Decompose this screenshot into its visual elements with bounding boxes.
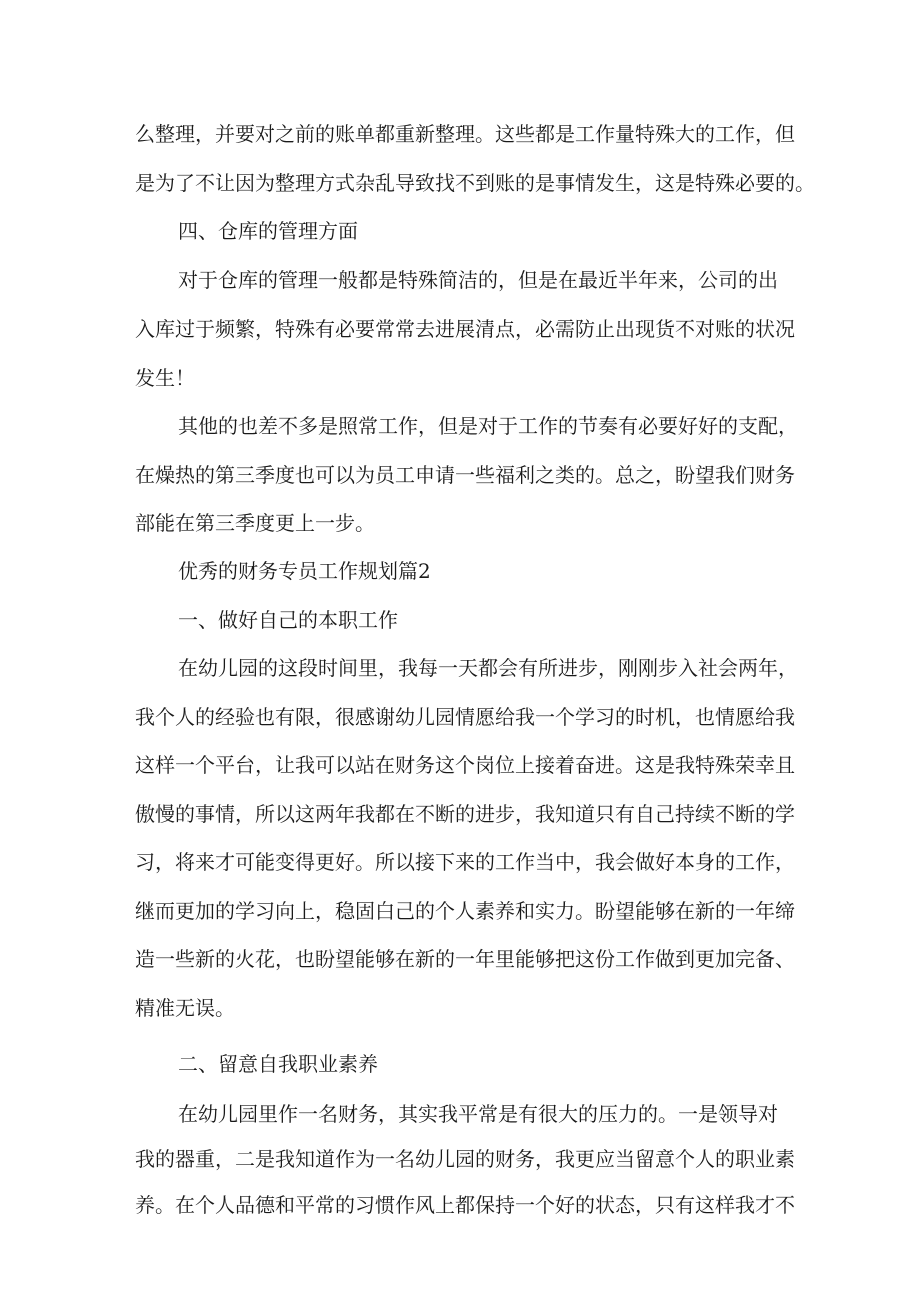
paragraph-line: 其他的也差不多是照常工作，但是对于工作的节奏有必要好好的支配， <box>178 414 798 438</box>
paragraph-line: 在幼儿园的这段时间里，我每一天都会有所进步，刚刚步入社会两年， <box>178 656 798 680</box>
section-heading: 四、仓库的管理方面 <box>178 219 358 243</box>
article-title: 优秀的财务专员工作规划篇2 <box>178 559 431 583</box>
paragraph-line: 是为了不让因为整理方式杂乱导致找不到账的是事情发生，这是特殊必要的。 <box>135 171 815 195</box>
paragraph-line: 造一些新的火花，也盼望能够在新的一年里能够把这份工作做到更加完备、 <box>135 947 795 971</box>
paragraph-line: 发生！ <box>135 366 195 390</box>
paragraph-line: 精准无误。 <box>135 996 235 1020</box>
paragraph-line: 傲慢的事情，所以这两年我都在不断的进步，我知道只有自己持续不断的学 <box>135 802 795 826</box>
paragraph-line: 继而更加的学习向上，稳固白己的个人素养和实力。盼望能够在新的一年缔 <box>135 899 795 923</box>
paragraph-line: 我的器重，二是我知道作为一名幼儿园的财务，我更应当留意个人的职业素 <box>135 1147 795 1171</box>
paragraph-line: 这样一个平台，让我可以站在财务这个岗位上接着奋进。这是我特殊荣幸且 <box>135 753 795 777</box>
paragraph-line: 么整理，并要对之前的账单都重新整理。这些都是工作量特殊大的工作，但 <box>135 122 795 146</box>
section-heading: 一、做好自己的本职工作 <box>178 608 398 632</box>
paragraph-line: 对于仓库的管理一般都是特殊简洁的，但是在最近半年来，公司的出 <box>178 268 778 292</box>
section-heading: 二、留意自我职业素养 <box>178 1052 378 1076</box>
paragraph-line: 我个人的经验也有限，很感谢幼儿园情愿给我一个学习的时机，也情愿给我 <box>135 705 795 729</box>
paragraph-line: 部能在第三季度更上一步。 <box>135 511 375 535</box>
paragraph-line: 入库过于频繁，特殊有必要常常去进展清点，必需防止出现货不对账的状况 <box>135 317 795 341</box>
paragraph-line: 在燥热的第三季度也可以为员工申请一些福利之类的。总之，盼望我们财务 <box>135 463 795 487</box>
paragraph-line: 养。在个人品德和平常的习惯作风上都保持一个好的状态，只有这样我才不 <box>135 1193 795 1217</box>
paragraph-line: 在幼儿园里作一名财务，其实我平常是有很大的压力的。一是领导对 <box>178 1102 778 1126</box>
paragraph-line: 习，将来才可能变得更好。所以接下来的工作当中，我会做好本身的工作， <box>135 850 795 874</box>
